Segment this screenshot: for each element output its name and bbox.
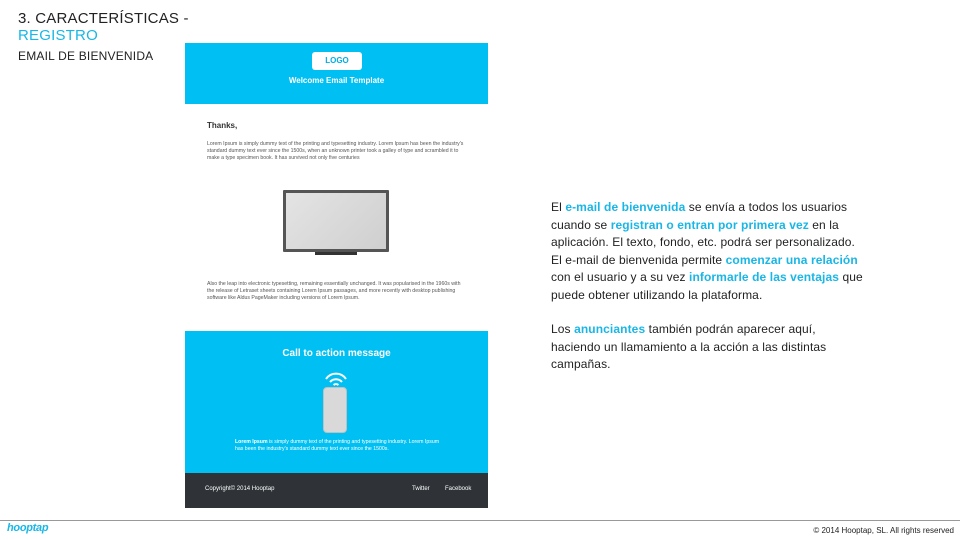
email-template-preview bbox=[185, 43, 488, 508]
twitter-link[interactable]: Twitter bbox=[412, 486, 430, 492]
email-header-title: Welcome Email Template bbox=[288, 76, 385, 85]
description-paragraph-2: Los anunciantes también podrán aparecer aquí, haciendo un llamamiento a la acción a las distintas campañas. bbox=[551, 322, 827, 371]
email-paragraph-2: Also the leap into electronic typesetting, remaining essentially unchanged. It was popularised in the 1960s with the release of Letraset sheets containing Lorem Ipsum passages, and more recently with desktop publishing software like Aldus PageMaker including versions of Lorem Ipsum. bbox=[207, 281, 461, 301]
description bbox=[551, 199, 863, 391]
cta-title: Call to action message bbox=[282, 348, 391, 359]
page-subtitle: EMAIL DE BIENVENIDA bbox=[18, 49, 154, 63]
cta-section bbox=[185, 331, 488, 473]
logo-placeholder: LOGO bbox=[312, 52, 362, 70]
email-paragraph-1: Lorem Ipsum is simply dummy text of the printing and typesetting industry. Lorem Ipsum has been the industry's standard dummy text ever since the 1500s, when an unknown printer took a galley of type and scrambled it to make a type specimen book. It has survived not only five centuries bbox=[207, 141, 464, 161]
cta-text-bold: Lorem Ipsum bbox=[235, 439, 268, 445]
description-paragraph-1: El e-mail de bienvenida se envía a todos los usuarios cuando se registran o entran por primera vez en la aplicación. El texto, fondo, etc. podrá ser personalizado. El e-mail de bienvenida permite comenzar una relación con el usuario y a su vez informarle de las ventajas que puede obtener utilizando la plataforma. bbox=[551, 200, 863, 302]
cta-text bbox=[235, 439, 440, 453]
email-footer bbox=[185, 473, 488, 508]
phone-icon bbox=[323, 387, 347, 433]
cta-text-body: is simply dummy text of the printing and typesetting industry. Lorem Ipsum has been the industry's standard dummy text ever since the 1500s. bbox=[235, 439, 440, 452]
hooptap-logo: hooptap bbox=[7, 522, 49, 534]
footer-divider bbox=[0, 520, 960, 521]
wireless-signal-icon bbox=[321, 365, 351, 387]
email-header bbox=[185, 43, 488, 104]
title-highlight: REGISTRO bbox=[18, 27, 98, 44]
tv-image bbox=[283, 190, 389, 252]
tv-stand bbox=[315, 252, 357, 255]
facebook-link[interactable]: Facebook bbox=[445, 486, 472, 492]
title-prefix: 3. CARACTERÍSTICAS - bbox=[18, 10, 189, 27]
email-footer-copyright: Copyright© 2014 Hooptap bbox=[205, 486, 275, 492]
email-greeting: Thanks, bbox=[207, 121, 238, 130]
page-title bbox=[18, 10, 189, 44]
footer-copyright: © 2014 Hooptap, SL. All rights reserved bbox=[813, 526, 954, 535]
